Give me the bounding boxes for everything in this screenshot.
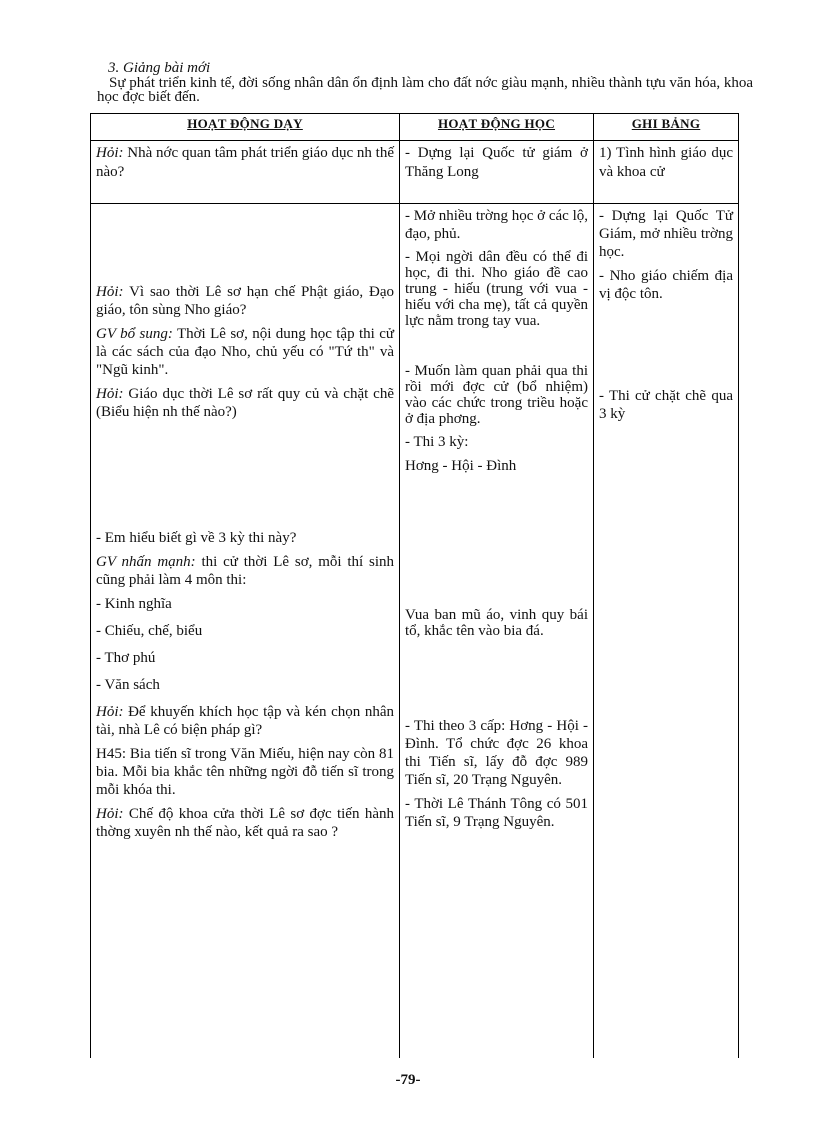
teach-item	[96, 595, 394, 613]
learn-item: - Thi theo 3 cấp: Hơng - Hội - Đình. Tổ chức đợc 26 khoa thi Tiến sĩ, lấy đỗ đợc 989 Tiến sĩ, 20 Trạng Nguyên.	[405, 718, 588, 788]
item-label: Hỏi:	[96, 284, 124, 300]
item-text: Vì sao thời Lê sơ hạn chế Phật giáo, Đạo giáo, tôn sùng Nho giáo?	[96, 284, 394, 318]
teach-item	[96, 385, 394, 421]
learn-cell	[400, 204, 594, 1059]
item-text: - Văn sách	[96, 677, 160, 693]
intro-text: Sự phát triển kinh tế, đời sống nhân dân ổn định làm cho đất nớc giàu mạnh, nhiều thành tựu văn hóa, khoa học đợc biết đến.	[97, 75, 754, 105]
header-board: GHI BẢNG	[594, 114, 739, 141]
teach-item	[96, 745, 394, 799]
header-learning: HOẠT ĐỘNG HỌC	[400, 114, 594, 141]
teach-item	[96, 529, 394, 547]
teach-item	[96, 325, 394, 379]
teach-item	[96, 676, 394, 694]
intro-paragraph	[97, 76, 759, 104]
item-text: - Chiếu, chế, biểu	[96, 623, 203, 639]
teach-item	[96, 703, 394, 739]
item-text: - Thơ phú	[96, 650, 156, 666]
item-text: thi cử thời Lê sơ, mỗi thí sinh cũng phải làm 4 môn thi:	[96, 554, 395, 588]
item-label: GV nhấn mạnh:	[96, 554, 196, 570]
item-text: - Em hiểu biết gì về 3 kỳ thi này?	[96, 530, 297, 546]
page-number: -79-	[395, 1072, 421, 1088]
header-teaching: HOẠT ĐỘNG DẠY	[91, 114, 400, 141]
board-cell	[594, 204, 739, 1059]
learn-item: - Muốn làm quan phải qua thi rồi mới đợc cử (bổ nhiệm) vào các chức trong triều hoặc ở địa phơng.	[405, 363, 588, 427]
board-item: - Dựng lại Quốc Tử Giám, mở nhiều trờng học.	[599, 208, 733, 260]
learn-item: Hơng - Hội - Đình	[405, 458, 517, 474]
item-text: - Kinh nghĩa	[96, 596, 172, 612]
question-text: Nhà nớc quan tâm phát triển giáo dục nh thế nào?	[96, 145, 394, 180]
item-text: Chế độ khoa cửa thời Lê sơ đợc tiến hành thờng xuyên nh thế nào, kết quả ra sao ?	[96, 806, 394, 840]
item-label: Hỏi:	[96, 704, 124, 720]
teach-item	[96, 283, 394, 319]
item-label: Hỏi:	[96, 806, 124, 822]
learn-item: Vua ban mũ áo, vinh quy bái tổ, khắc tên vào bia đá.	[405, 607, 588, 639]
learn-item: - Mọi ngời dân đều có thể đi học, đi thi. Nho giáo đề cao trung - hiếu (trung với vua - hiếu với cha mẹ), tất cả quyền lực nằm trong tay vua.	[405, 249, 588, 329]
learn-item: - Mở nhiều trờng học ở các lộ, đạo, phủ.	[405, 208, 588, 242]
learn-item: - Thời Lê Thánh Tông có 501 Tiến sĩ, 9 Trạng Nguyên.	[405, 796, 588, 830]
teach-cell	[91, 204, 400, 1059]
lesson-table	[90, 113, 739, 1058]
teach-item	[96, 649, 394, 667]
table-header-row	[91, 114, 739, 141]
board-item: - Thi cử chặt chẽ qua 3 kỳ	[599, 388, 733, 422]
item-text: Thời Lê sơ, nội dung học tập thi cử là các sách của đạo Nho, chủ yếu có "Tứ th" và "Ngũ kinh".	[96, 326, 394, 378]
question-label: Hỏi:	[96, 145, 124, 161]
table-row	[91, 204, 739, 1059]
board-cell: 1) Tình hình giáo dục và khoa cử	[594, 141, 739, 204]
board-item: - Nho giáo chiếm địa vị độc tôn.	[599, 268, 733, 302]
item-text: Để khuyến khích học tập và kén chọn nhân tài, nhà Lê có biện pháp gì?	[96, 704, 394, 738]
item-text: Giáo dục thời Lê sơ rất quy củ và chặt chẽ (Biểu hiện nh thế nào?)	[96, 386, 394, 420]
teach-cell	[91, 141, 400, 204]
table-row	[91, 141, 739, 204]
item-label: GV bổ sung:	[96, 326, 173, 342]
teach-item	[96, 805, 394, 841]
learn-cell: - Dựng lại Quốc tử giám ở Thăng Long	[400, 141, 594, 204]
learn-item: - Thi 3 kỳ:	[405, 434, 469, 450]
item-label: Hỏi:	[96, 386, 124, 402]
teach-item	[96, 553, 394, 589]
item-text: H45: Bia tiến sĩ trong Văn Miếu, hiện nay còn 81 bia. Mỗi bia khắc tên những ngời đỗ tiến sĩ trong mỗi khóa thi.	[96, 746, 394, 798]
teach-item	[96, 622, 394, 640]
section-heading: 3. Giảng bài mới	[108, 60, 211, 76]
